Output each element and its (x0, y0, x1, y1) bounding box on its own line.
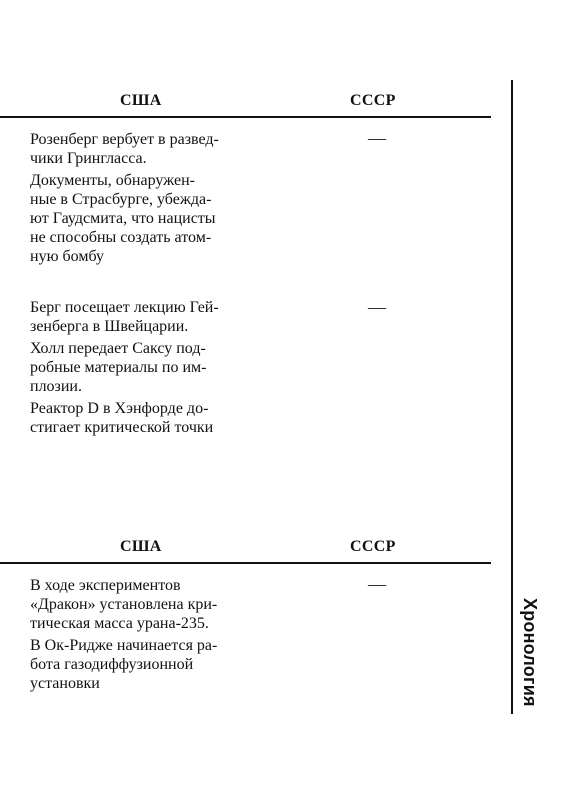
usa-entry-1 (30, 130, 219, 269)
usa-entry-3 (30, 576, 217, 696)
text-line: ные в Страсбурге, убежда- (30, 191, 212, 208)
text-line: Розенберг вербует в развед- (30, 131, 219, 148)
column-header-ussr: СССР (350, 538, 396, 555)
text-line: Документы, обнаружен- (30, 172, 195, 189)
text-line: Реактор D в Хэнфорде до- (30, 400, 209, 417)
header-rule (0, 562, 491, 564)
ussr-entry-1: — (368, 128, 386, 148)
paragraph (30, 298, 219, 336)
text-line: Берг посещает лекцию Гей- (30, 299, 219, 316)
text-line: ют Гаудсмита, что нацисты (30, 210, 216, 227)
text-line: «Дракон» установлена кри- (30, 596, 218, 613)
paragraph (30, 576, 217, 633)
text-line: чики Гринглаcса. (30, 150, 147, 167)
paragraph (30, 636, 217, 693)
text-line: робные материалы по им- (30, 359, 207, 376)
paragraph (30, 399, 219, 437)
paragraph (30, 171, 219, 266)
section-title: Хронология (520, 598, 540, 707)
text-line: тическая масса урана-235. (30, 615, 209, 632)
usa-entry-2 (30, 298, 219, 440)
ussr-entry-3: — (368, 574, 386, 594)
margin-rule (511, 80, 513, 714)
text-line: Холл передает Саксу под- (30, 340, 206, 357)
paragraph (30, 339, 219, 396)
text-line: не способны создать атом- (30, 229, 212, 246)
text-line: установки (30, 675, 100, 692)
paragraph (30, 130, 219, 168)
column-header-usa: США (120, 92, 162, 109)
column-header-ussr: СССР (350, 92, 396, 109)
text-line: В ходе экспериментов (30, 577, 181, 594)
text-line: ную бомбу (30, 248, 105, 265)
text-line: бота газодиффузионной (30, 656, 194, 673)
column-header-usa: США (120, 538, 162, 555)
header-rule (0, 116, 491, 118)
ussr-entry-2: — (368, 297, 386, 317)
text-line: стигает критической точки (30, 419, 214, 436)
text-line: В Ок-Ридже начинается ра- (30, 637, 218, 654)
text-line: плозии. (30, 378, 82, 395)
text-line: зенберга в Швейцарии. (30, 318, 189, 335)
